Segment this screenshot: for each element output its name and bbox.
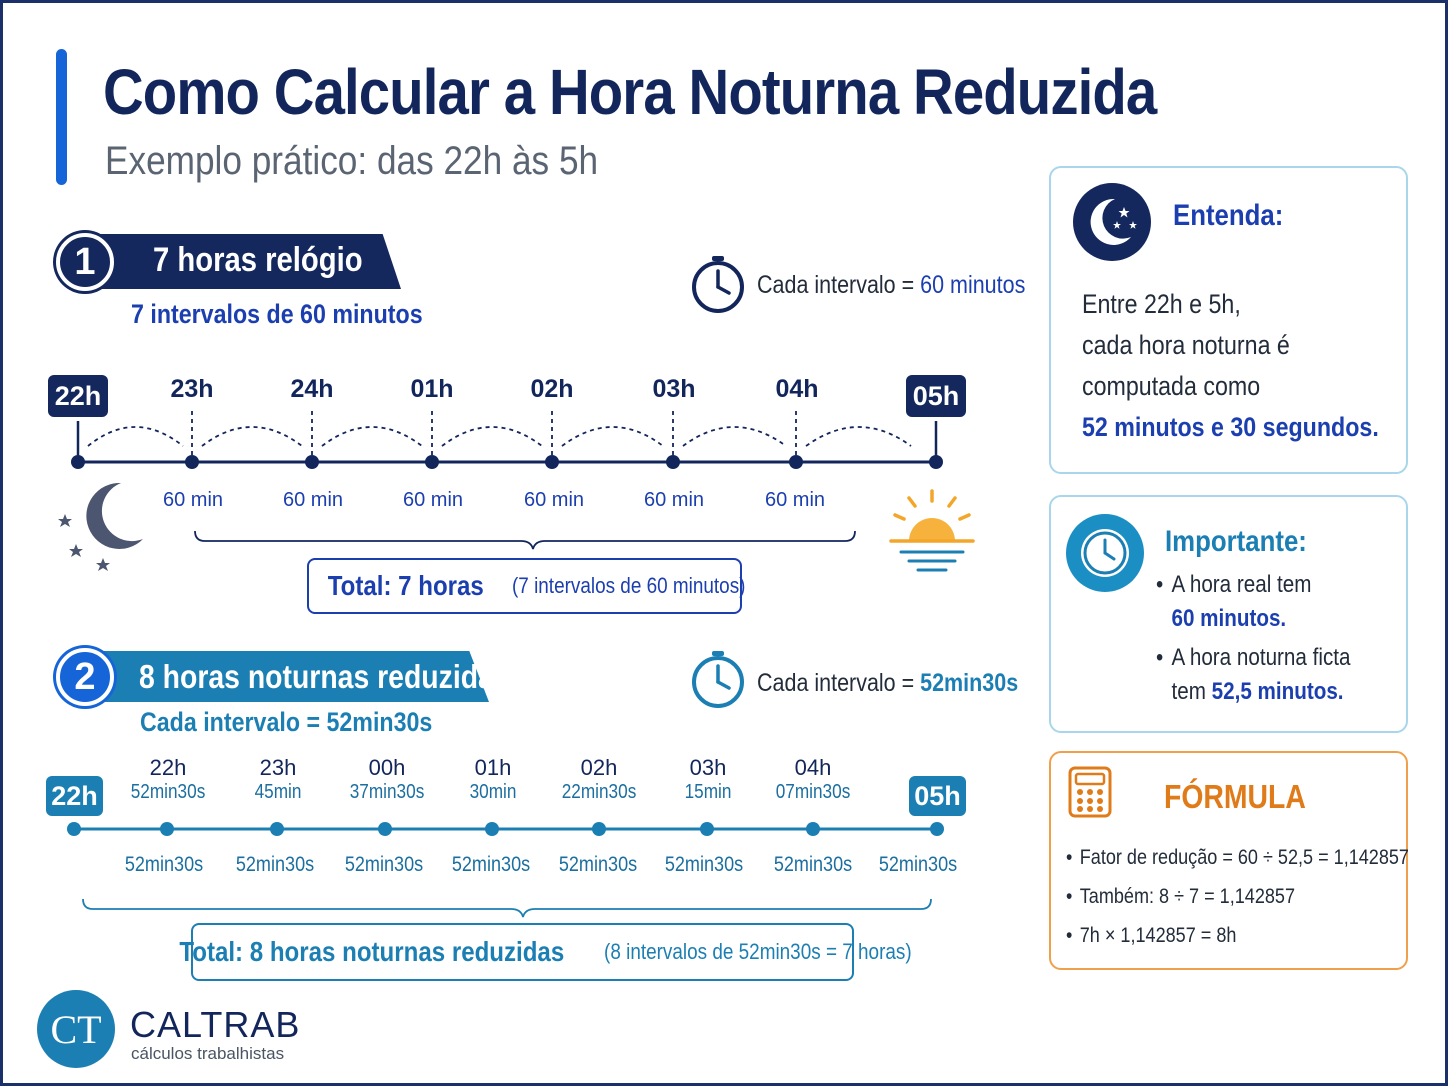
step1-heading: 7 horas relógio [153,241,363,279]
step1-total-main: Total: 7 horas [327,570,484,601]
timeline2-tick: 00h 37min30s [349,755,425,803]
timeline2-tick: 01h 30min [469,755,517,803]
step2-total-box [179,923,913,981]
step2-heading: 8 horas noturnas reduzidas [139,658,510,695]
step1-interval-text: Cada intervalo = 60 minutos [757,271,1026,299]
timeline2-segment-label: 52min30s [773,853,853,876]
timeline1-start-badge: 22h [48,375,108,417]
step1-subheading: 7 intervalos de 60 minutos [131,299,423,329]
timeline2-end-badge: 05h [909,776,966,816]
logo-name: CALTRAB [130,1004,301,1045]
sunrise-icon [887,487,977,579]
timeline1-end-badge: 05h [906,375,966,417]
timeline2-tick: 02h 22min30s [561,755,637,803]
timeline2-segment-label: 52min30s [124,853,204,876]
timeline2-tick: 04h 07min30s [775,755,851,803]
calculator-icon [1068,766,1112,818]
timeline2-tick: 22h 52min30s [130,755,206,803]
logo-mark: CT [37,990,115,1068]
timeline1-tick-label: 23h [170,375,214,403]
moon-stars-icon [55,477,151,577]
step1-number: 1 [56,233,114,291]
page-subtitle: Exemplo prático: das 22h às 5h [105,139,599,183]
timeline1-segment-label: 60 min [162,489,224,511]
timeline1-segment-label: 60 min [643,489,705,511]
timeline2-tick: 03h 15min [684,755,732,803]
step1-total-box [307,558,745,614]
clock-icon [691,649,745,711]
importante-title: Importante: [1165,525,1307,558]
clock-icon [1065,509,1145,599]
entenda-body: Entre 22h e 5h, cada hora noturna é computada como 52 minutos e 30 segundos. [1082,289,1379,442]
timeline1-segment-label: 60 min [282,489,344,511]
timeline1-tick-label: 01h [410,375,454,403]
timeline2-segment-label: 52min30s [878,853,958,876]
timeline1-segment-label: 60 min [402,489,464,511]
moon-night-icon [1071,181,1153,263]
timeline2-segment-label: 52min30s [235,853,315,876]
importante-bullets: • A hora real tem 60 minutos. • A hora noturna ficta tem 52,5 minutos. [1156,571,1351,705]
formula-lines: • Fator de redução = 60 ÷ 52,5 = 1,142857 • Também: 8 ÷ 7 = 1,142857 • 7h × 1,142857 = 8h [1066,846,1409,947]
timeline1-tick-label: 02h [530,375,574,403]
step1-total-detail: (7 intervalos de 60 minutos) [511,573,745,598]
formula-title: FÓRMULA [1164,778,1306,815]
timeline2-segment-label: 52min30s [558,853,638,876]
timeline2-tick: 23h 45min [254,755,302,803]
clock-icon [691,254,745,316]
timeline1-tick-label: 04h [775,375,819,403]
page-title: Como Calcular a Hora Noturna Reduzida [103,56,1157,128]
entenda-title: Entenda: [1173,199,1284,232]
step2-subheading: Cada intervalo = 52min30s [140,707,433,737]
timeline1-tick-label: 24h [290,375,334,403]
timeline2-segment-label: 52min30s [664,853,744,876]
step2-total-detail: (8 intervalos de 52min30s = 7 horas) [604,939,913,964]
step2-number: 2 [56,648,114,706]
logo-tagline: cálculos trabalhistas [131,1044,285,1063]
timeline1-segment-label: 60 min [523,489,585,511]
step2-interval-text: Cada intervalo = 52min30s [757,669,1019,697]
timeline2-segment-label: 52min30s [344,853,424,876]
timeline1-tick-label: 03h [652,375,696,403]
timeline1-segment-label: 60 min [764,489,826,511]
timeline2-start-badge: 22h [46,776,103,816]
timeline2-segment-label: 52min30s [451,853,531,876]
title-accent-bar [56,49,67,185]
step2-total-main: Total: 8 horas noturnas reduzidas [179,936,565,967]
